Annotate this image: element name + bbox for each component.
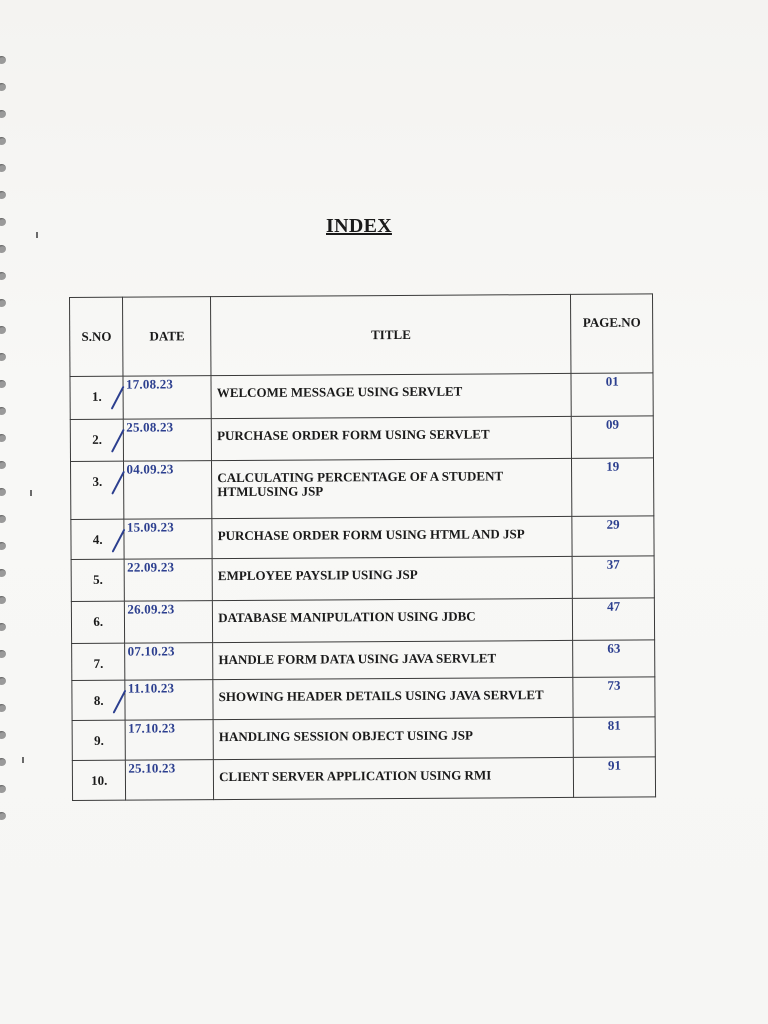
- row-title: CALCULATING PERCENTAGE OF A STUDENT HTMLUSING JSP: [212, 458, 572, 518]
- row-page-no: 91: [574, 757, 656, 797]
- spiral-hole: [0, 434, 6, 442]
- row-date: 04.09.23: [124, 461, 212, 520]
- table-row: [72, 717, 655, 761]
- spiral-hole: [0, 299, 6, 307]
- spiral-hole: [0, 461, 6, 469]
- row-page-no: 09: [572, 416, 654, 458]
- row-date: 25.08.23: [124, 419, 212, 462]
- spiral-hole: [0, 164, 6, 172]
- row-page-no: 47: [573, 598, 655, 640]
- spiral-hole: [0, 677, 6, 685]
- row-page-no: 19: [572, 458, 654, 516]
- spiral-hole: [0, 353, 6, 361]
- checkmark-icon: [112, 471, 126, 495]
- spiral-hole: [0, 596, 6, 604]
- table-row: [72, 757, 655, 801]
- row-page-no: 81: [573, 717, 655, 757]
- row-sno: 6.: [71, 601, 125, 643]
- table-row: [72, 677, 655, 721]
- spiral-hole: [0, 407, 6, 415]
- spiral-hole: [0, 110, 6, 118]
- row-sno: 8.: [72, 680, 126, 720]
- spiral-hole: [0, 758, 6, 766]
- row-date: 17.08.23: [123, 376, 211, 420]
- table-header-row: [70, 294, 653, 377]
- checkmark-icon: [111, 386, 125, 410]
- spiral-hole: [0, 623, 6, 631]
- spiral-hole: [0, 812, 6, 820]
- checkmark-icon: [112, 529, 126, 553]
- row-title: DATABASE MANIPULATION USING JDBC: [213, 598, 573, 642]
- page-title: INDEX: [326, 215, 392, 237]
- row-sno: 2.: [70, 419, 124, 461]
- spiral-hole: [0, 569, 6, 577]
- pen-mark: [36, 232, 38, 238]
- row-date: 22.09.23: [125, 559, 213, 602]
- row-date: 26.09.23: [125, 601, 213, 644]
- row-page-no: 29: [572, 516, 654, 556]
- pen-mark: [22, 757, 24, 763]
- row-title: EMPLOYEE PAYSLIP USING JSP: [212, 556, 572, 600]
- row-sno: 5.: [71, 559, 125, 601]
- pen-mark: [30, 490, 32, 496]
- row-page-no: 01: [571, 373, 653, 416]
- row-sno: 3.: [71, 461, 125, 519]
- spiral-hole: [0, 56, 6, 64]
- row-page-no: 63: [573, 640, 655, 677]
- checkmark-icon: [113, 690, 127, 714]
- spiral-hole: [0, 515, 6, 523]
- spiral-hole: [0, 137, 6, 145]
- table-row: [71, 598, 654, 644]
- spiral-hole: [0, 731, 6, 739]
- row-date: 17.10.23: [126, 720, 214, 761]
- spiral-hole: [0, 650, 6, 658]
- row-date: 15.09.23: [124, 519, 212, 560]
- index-table: [69, 293, 656, 801]
- spiral-binding: [0, 56, 12, 836]
- row-date: 25.10.23: [126, 760, 214, 801]
- row-title: SHOWING HEADER DETAILS USING JAVA SERVLET: [213, 677, 573, 719]
- row-title: HANDLE FORM DATA USING JAVA SERVLET: [213, 640, 573, 679]
- table-row: [70, 373, 653, 420]
- row-sno: 7.: [72, 643, 126, 680]
- row-sno: 9.: [72, 720, 126, 760]
- table-row: [72, 640, 655, 681]
- row-title: CLIENT SERVER APPLICATION USING RMI: [214, 757, 574, 799]
- spiral-hole: [0, 326, 6, 334]
- spiral-hole: [0, 380, 6, 388]
- row-title: PURCHASE ORDER FORM USING HTML AND JSP: [212, 516, 572, 558]
- table-row: [70, 416, 653, 462]
- table-row: [71, 556, 654, 602]
- spiral-hole: [0, 488, 6, 496]
- table-row: [71, 458, 654, 520]
- column-header-date: DATE: [123, 297, 211, 377]
- row-title: PURCHASE ORDER FORM USING SERVLET: [211, 416, 571, 460]
- spiral-hole: [0, 272, 6, 280]
- row-page-no: 73: [573, 677, 655, 717]
- spiral-hole: [0, 704, 6, 712]
- checkmark-icon: [111, 429, 125, 453]
- table-row: [71, 516, 654, 560]
- column-header-sno: S.NO: [70, 297, 124, 376]
- row-sno: 1.: [70, 376, 124, 419]
- spiral-hole: [0, 83, 6, 91]
- row-sno: 10.: [72, 760, 126, 800]
- row-title: WELCOME MESSAGE USING SERVLET: [211, 373, 571, 418]
- spiral-hole: [0, 785, 6, 793]
- spiral-hole: [0, 218, 6, 226]
- spiral-hole: [0, 542, 6, 550]
- row-date: 07.10.23: [125, 643, 213, 681]
- row-title: HANDLING SESSION OBJECT USING JSP: [213, 717, 573, 759]
- spiral-hole: [0, 191, 6, 199]
- spiral-hole: [0, 245, 6, 253]
- column-header-page-no: PAGE.NO: [571, 294, 653, 373]
- row-page-no: 37: [572, 556, 654, 598]
- row-date: 11.10.23: [125, 680, 213, 721]
- row-sno: 4.: [71, 519, 125, 559]
- column-header-title: TITLE: [211, 294, 572, 375]
